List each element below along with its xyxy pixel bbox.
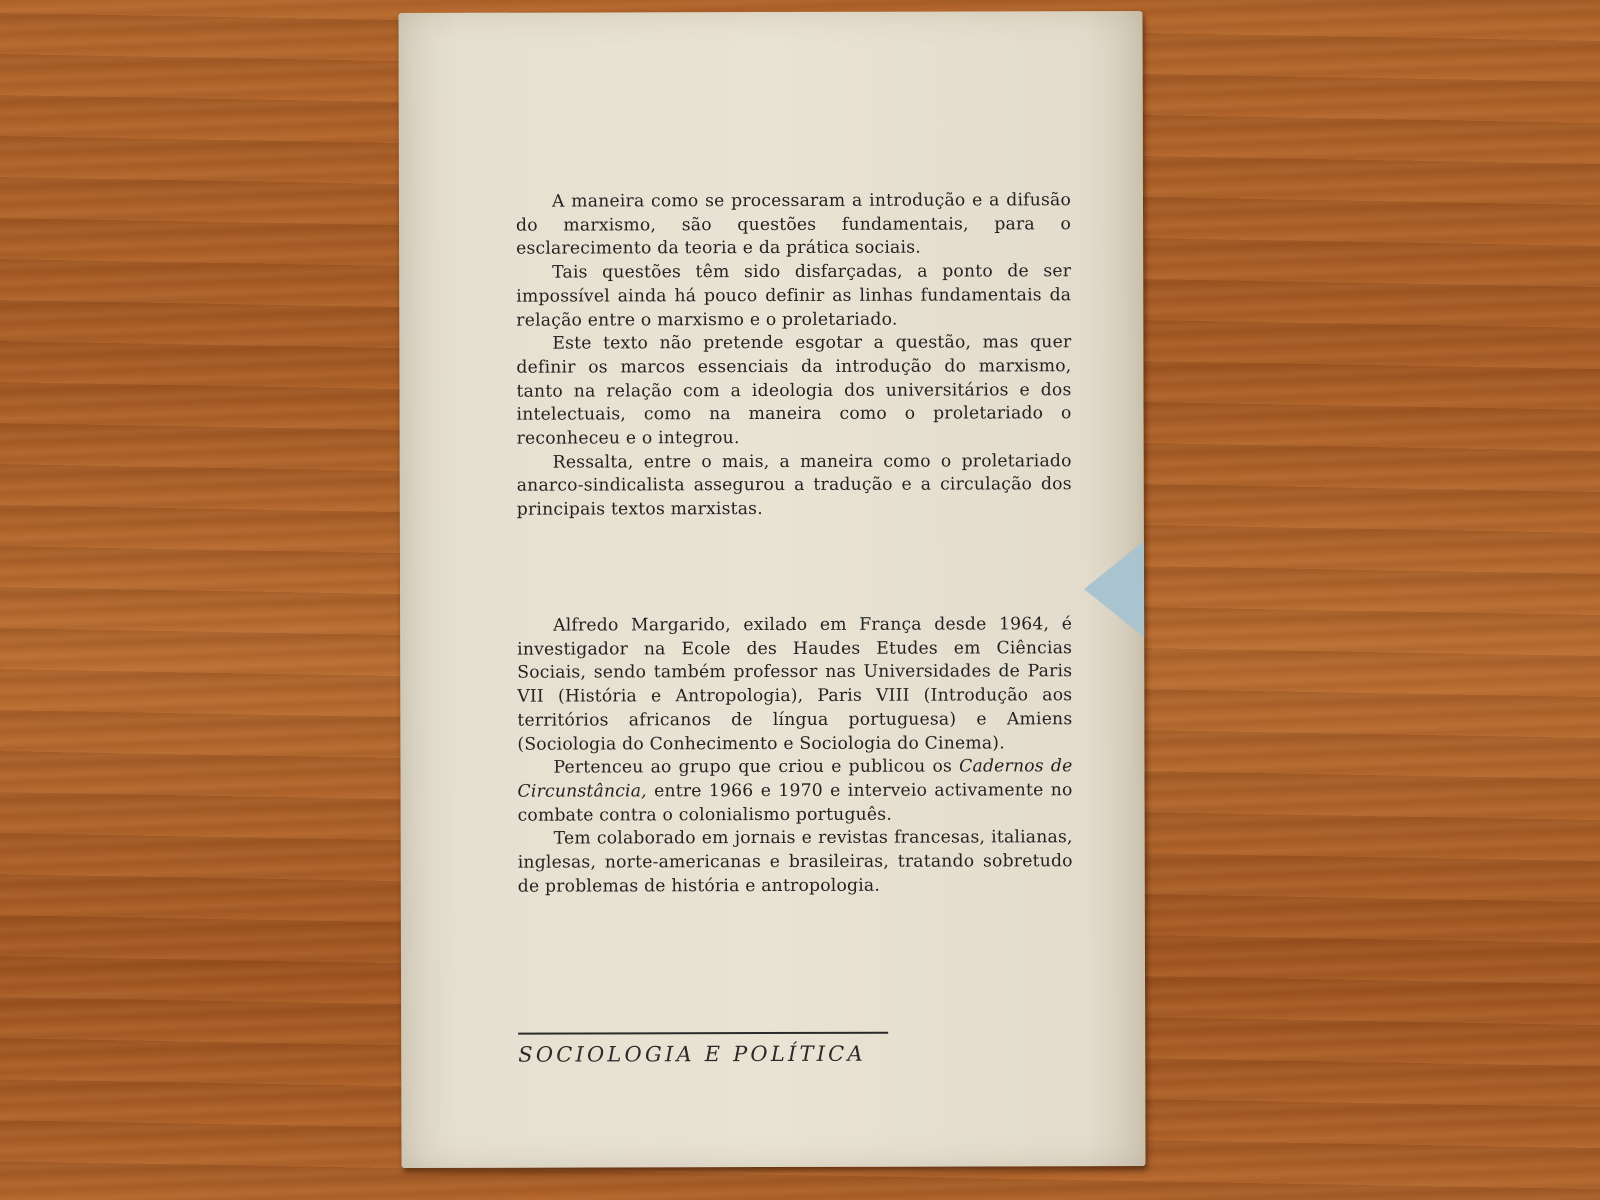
journal-title: Cadernos de Circunstância, [517,756,1073,802]
author-bio [517,613,1073,899]
bookmark-tab [1084,541,1144,637]
series-name: SOCIOLOGIA E POLÍTICA [518,1041,866,1067]
blurb-paragraph-1: A maneira como se processaram a introdução e a difusão do marxismo, são questões fundamentais, para o esclarecimento da teoria e da prática sociais. [516,190,1072,260]
bio-p2-end: entre 1966 e 1970 e interveio activamente no combate contra o colonialismo português. [517,780,1073,826]
blurb-paragraph-2: Tais questões têm sido disfarçadas, a ponto de ser impossível ainda há pouco definir as linhas fundamentais da relação entre o marxismo e o proletariado. [516,261,1072,331]
bio-paragraph-1: Alfredo Margarido, exilado em França desde 1964, é investigador na Ecole des Haudes Etudes em Ciências Sociais, sendo também professor nas Universidades de Paris VII (História e Antropologia), Paris VIII (Introdução aos territórios africanos de língua portuguesa) e Amiens (Sociologia do Conhecimento e Sociologia do Cinema). [517,614,1073,755]
blurb-paragraph-4: Ressalta, entre o mais, a maneira como o proletariado anarco-sindicalista assegurou a tradução e a circulação dos principais textos marxistas. [516,450,1072,520]
bio-paragraph-2 [517,755,1072,828]
series-divider [518,1032,888,1035]
bio-paragraph-3: Tem colaborado em jornais e revistas francesas, italianas, inglesas, norte-americanas e brasileiras, tratando sobretudo de problemas de história e antropologia. [517,827,1073,897]
bio-p2-start: Pertenceu ao grupo que criou e publicou os [553,756,960,778]
book-back-cover [398,11,1145,1168]
blurb-text [516,189,1072,522]
blurb-paragraph-3: Este texto não pretende esgotar a questão, mas quer definir os marcos essenciais da introdução do marxismo, tanto na relação com a ideologia dos universitários e dos intelectuais, como na maneira como o proletariado o reconheceu e o integrou. [516,332,1072,449]
